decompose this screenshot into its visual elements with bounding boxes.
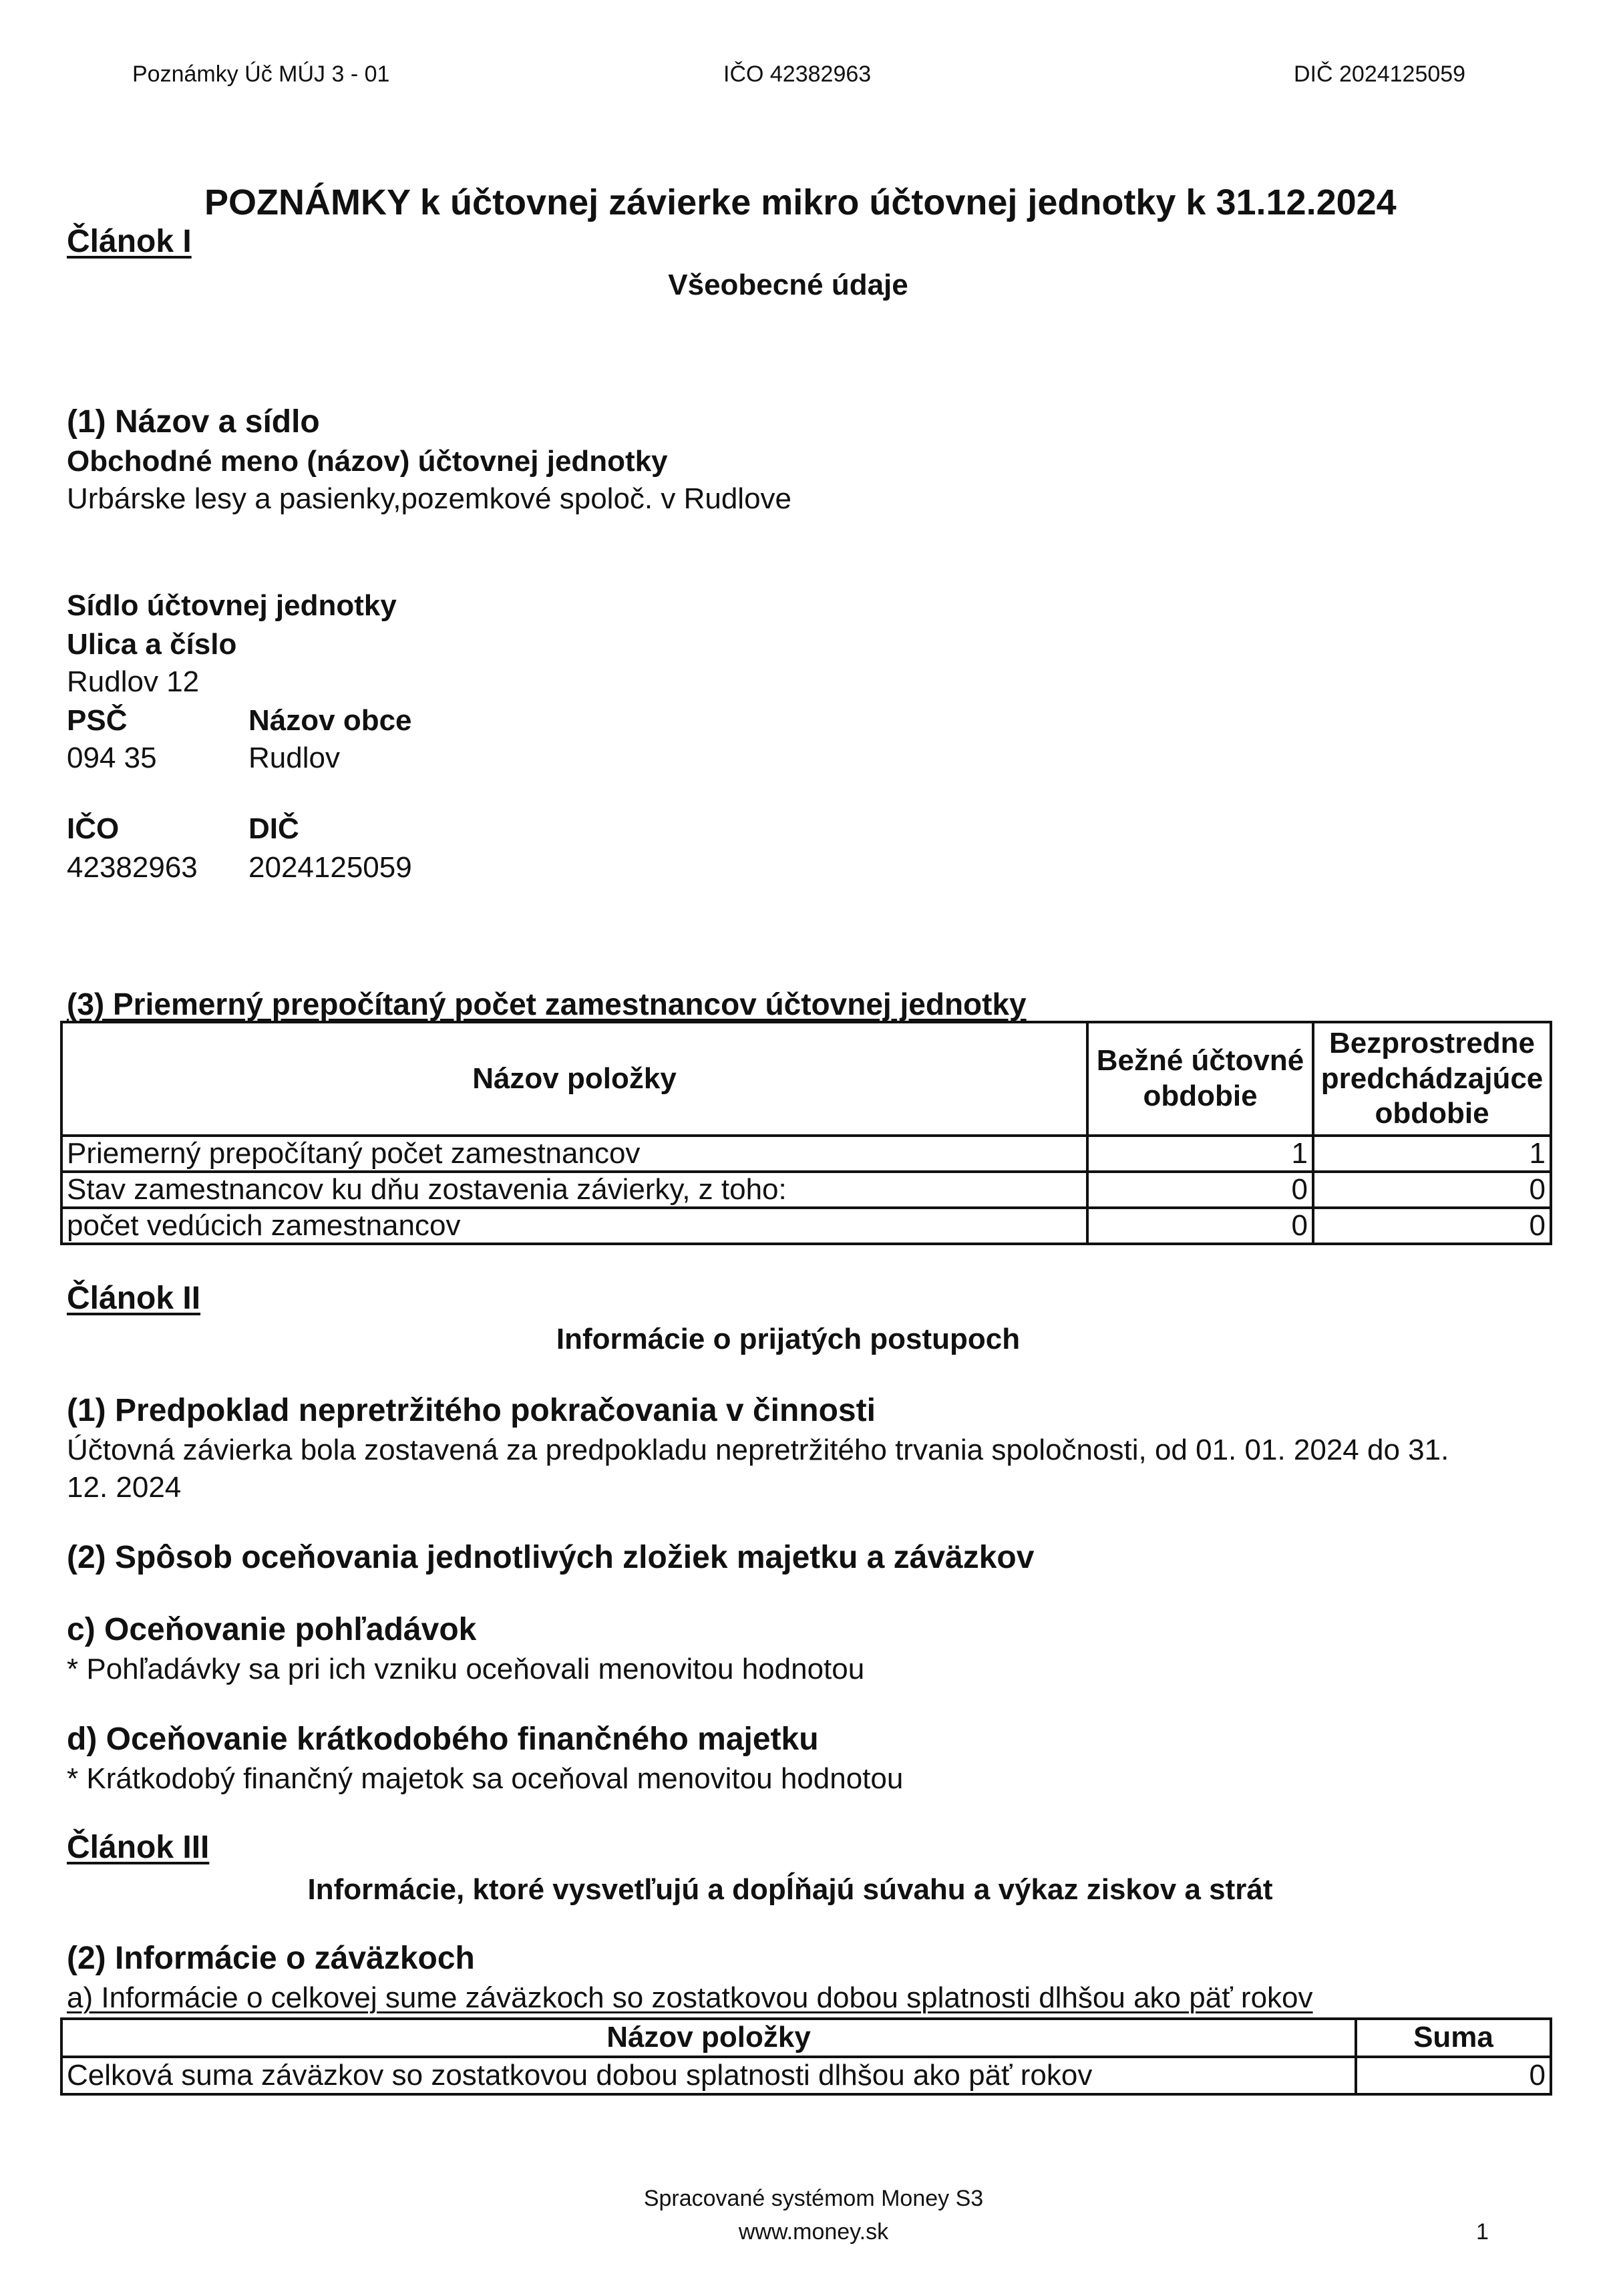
article-2-subtitle: Informácie o prijatých postupoch (556, 1323, 1021, 1355)
row-name: počet vedúcich zamestnancov (61, 1208, 1087, 1244)
liabilities-subheading: a) Informácie o celkovej sume záväzkoch so zostatkovou dobou splatnosti dlhšou ako päť rokov (67, 1981, 1313, 2014)
table-row (61, 1136, 1551, 1172)
article-1-label: Článok I (67, 224, 192, 259)
seat-label: Sídlo účtovnej jednotky (67, 589, 397, 622)
row-current: 1 (1087, 1136, 1313, 1172)
table-row (61, 1172, 1551, 1208)
going-concern-text-line2: 12. 2024 (67, 1471, 182, 1504)
row-previous: 0 (1313, 1208, 1551, 1244)
liabilities-heading: (2) Informácie o záväzkoch (67, 1941, 475, 1976)
dic-label: DIČ (248, 812, 299, 845)
row-name: Stav zamestnancov ku dňu zostavenia závierky, z toho: (61, 1172, 1087, 1208)
psc-label: PSČ (67, 704, 128, 737)
footer-website[interactable]: www.money.sk (738, 2219, 889, 2245)
section-name-seat-heading: (1) Názov a sídlo (67, 404, 320, 440)
article-2-label: Článok II (67, 1281, 201, 1316)
col-header-name: Názov položky (61, 2019, 1356, 2057)
row-current: 0 (1087, 1172, 1313, 1208)
employees-table (60, 1021, 1552, 1245)
row-name: Celková suma záväzkov so zostatkovou dobou splatnosti dlhšou ako päť rokov (61, 2057, 1356, 2094)
going-concern-text-line1: Účtovná závierka bola zostavená za predpokladu nepretržitého trvania spoločnosti, od 01. 01. 2024 do 31. (67, 1434, 1449, 1466)
col-header-previous: Bezprostredne predchádzajúce obdobie (1313, 1022, 1551, 1136)
row-name: Priemerný prepočítaný počet zamestnancov (61, 1136, 1087, 1172)
going-concern-heading: (1) Predpoklad nepretržitého pokračovania v činnosti (67, 1393, 876, 1428)
header-ico: IČO 42382963 (723, 61, 872, 87)
receivables-text: * Pohľadávky sa pri ich vzniku oceňovali menovitou hodnotou (67, 1653, 865, 1685)
business-name-label: Obchodné meno (názov) účtovnej jednotky (67, 445, 668, 478)
row-previous: 0 (1313, 1172, 1551, 1208)
employees-table-header-row (61, 1022, 1551, 1136)
street-value: Rudlov 12 (67, 665, 200, 698)
col-header-sum: Suma (1356, 2019, 1551, 2057)
liabilities-table (60, 2017, 1552, 2096)
city-label: Názov obce (248, 704, 412, 737)
row-previous: 1 (1313, 1136, 1551, 1172)
street-label: Ulica a číslo (67, 628, 237, 661)
page-number: 1 (1476, 2219, 1489, 2245)
footer-software: Spracované systémom Money S3 (643, 2186, 984, 2211)
city-value: Rudlov (248, 742, 340, 774)
ico-value: 42382963 (67, 851, 198, 884)
row-sum: 0 (1356, 2057, 1551, 2094)
receivables-heading: c) Oceňovanie pohľadávok (67, 1612, 477, 1647)
liabilities-table-header-row (61, 2019, 1551, 2057)
financial-assets-heading: d) Oceňovanie krátkodobého finančného majetku (67, 1721, 819, 1757)
page-title: POZNÁMKY k účtovnej závierke mikro účtovnej jednotky k 31.12.2024 (204, 182, 1397, 222)
header-form-code: Poznámky Úč MÚJ 3 - 01 (132, 61, 390, 87)
col-header-name: Názov položky (61, 1022, 1087, 1136)
article-3-subtitle: Informácie, ktoré vysvetľujú a dopĺňajú súvahu a výkaz ziskov a strát (307, 1873, 1273, 1906)
table-row (61, 2057, 1551, 2094)
valuation-heading: (2) Spôsob oceňovania jednotlivých zložiek majetku a záväzkov (67, 1540, 1035, 1575)
article-1-subtitle: Všeobecné údaje (668, 269, 908, 301)
ico-label: IČO (67, 812, 120, 845)
financial-assets-text: * Krátkodobý finančný majetok sa oceňoval menovitou hodnotou (67, 1762, 904, 1795)
header-dic: DIČ 2024125059 (1294, 61, 1466, 87)
psc-value: 094 35 (67, 742, 157, 774)
article-3-label: Článok III (67, 1830, 210, 1865)
row-current: 0 (1087, 1208, 1313, 1244)
business-name-value: Urbárske lesy a pasienky,pozemkové spoloč. v Rudlove (67, 482, 792, 515)
employees-section-heading: (3) Priemerný prepočítaný počet zamestnancov účtovnej jednotky (67, 987, 1027, 1021)
col-header-current: Bežné účtovné obdobie (1087, 1022, 1313, 1136)
dic-value: 2024125059 (248, 851, 412, 884)
table-row (61, 1208, 1551, 1244)
